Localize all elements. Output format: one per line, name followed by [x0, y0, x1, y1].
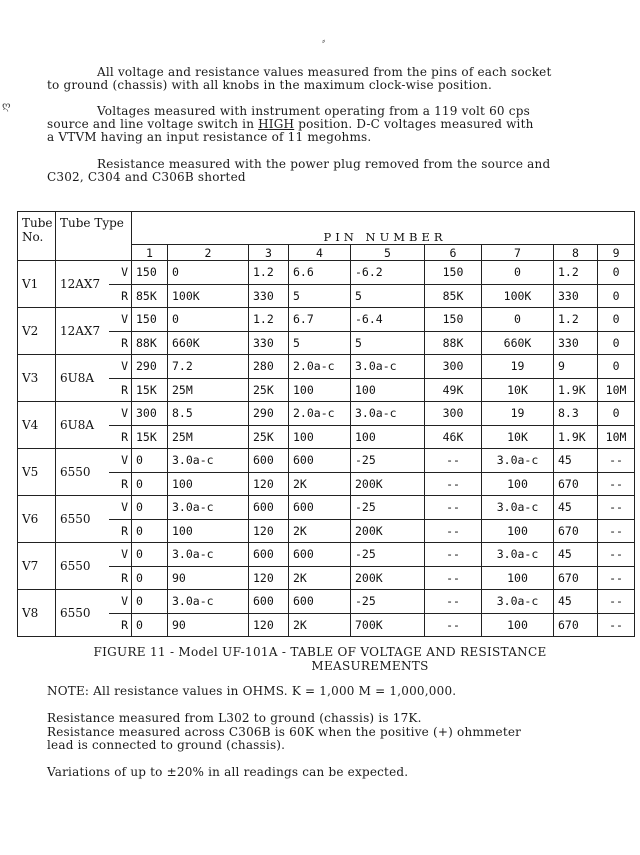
voltage-cell: 1.2: [249, 261, 289, 285]
table-header-row: [18, 212, 635, 245]
resistance-cell: 670: [554, 472, 598, 496]
voltage-label: V: [109, 308, 132, 332]
resistance-cell: 88K: [132, 331, 168, 355]
resistance-label: R: [109, 472, 132, 496]
voltage-cell: 0: [598, 402, 635, 426]
tube-type: 6550: [56, 496, 109, 543]
voltage-cell: 3.0a-c: [351, 355, 425, 379]
voltage-cell: 8.5: [168, 402, 249, 426]
voltage-cell: 600: [289, 496, 351, 520]
voltage-label: V: [109, 496, 132, 520]
voltage-cell: 3.0a-c: [482, 543, 554, 567]
voltage-cell: 2.0a-c: [289, 355, 351, 379]
voltage-cell: 0: [598, 355, 635, 379]
table-row: [18, 355, 635, 379]
resistance-cell: 10M: [598, 425, 635, 449]
voltage-cell: --: [425, 543, 482, 567]
voltage-cell: 1.2: [554, 261, 598, 285]
voltage-label: V: [109, 355, 132, 379]
resistance-cell: 100: [289, 425, 351, 449]
resistance-cell: 670: [554, 613, 598, 637]
scan-mark: ⸗: [322, 36, 326, 47]
tube-number: V3: [18, 355, 56, 402]
voltage-label: V: [109, 261, 132, 285]
resistance-cell: 100: [482, 613, 554, 637]
intro-paragraph-3: [47, 158, 595, 184]
voltage-cell: -6.2: [351, 261, 425, 285]
resistance-cell: 25M: [168, 425, 249, 449]
resistance-cell: 5: [351, 331, 425, 355]
voltage-cell: 3.0a-c: [482, 449, 554, 473]
resistance-cell: 46K: [425, 425, 482, 449]
tube-number: V2: [18, 308, 56, 355]
tube-number: V5: [18, 449, 56, 496]
voltage-cell: -6.4: [351, 308, 425, 332]
voltage-cell: 3.0a-c: [168, 496, 249, 520]
resistance-cell: 10K: [482, 425, 554, 449]
voltage-cell: 0: [132, 543, 168, 567]
resistance-label: R: [109, 331, 132, 355]
pin-number-cell: 3: [249, 245, 289, 261]
resistance-cell: 100: [289, 378, 351, 402]
resistance-cell: 90: [168, 566, 249, 590]
resistance-cell: 1.9K: [554, 378, 598, 402]
resistance-cell: 85K: [132, 284, 168, 308]
table-row: [18, 425, 635, 449]
table-row: [18, 261, 635, 285]
resistance-cell: 100: [351, 425, 425, 449]
resistance-cell: --: [598, 519, 635, 543]
voltage-cell: 0: [132, 496, 168, 520]
voltage-cell: 600: [289, 449, 351, 473]
resistance-cell: 5: [289, 331, 351, 355]
note-variation: Variations of up to ±20% in all readings can be expected.: [47, 765, 409, 779]
resistance-cell: 25M: [168, 378, 249, 402]
tube-type: 6U8A: [56, 402, 109, 449]
tube-type: 6550: [56, 449, 109, 496]
note-c306b: Resistance measured across C306B is 60K when the positive (+) ohmmeter lead is connected to ground (chassis).: [47, 725, 522, 752]
tube-number: V4: [18, 402, 56, 449]
voltage-cell: 3.0a-c: [168, 449, 249, 473]
table-row: [18, 378, 635, 402]
resistance-cell: --: [598, 613, 635, 637]
resistance-cell: 660K: [482, 331, 554, 355]
pin-number-header: PIN NUMBER: [132, 212, 635, 245]
voltage-cell: 300: [425, 402, 482, 426]
voltage-cell: 300: [132, 402, 168, 426]
resistance-cell: 25K: [249, 378, 289, 402]
resistance-cell: 330: [249, 284, 289, 308]
voltage-cell: 280: [249, 355, 289, 379]
voltage-cell: 6.7: [289, 308, 351, 332]
voltage-cell: 3.0a-c: [168, 590, 249, 614]
voltage-cell: 19: [482, 402, 554, 426]
resistance-cell: 330: [554, 284, 598, 308]
voltage-cell: 600: [249, 496, 289, 520]
tube-type-header: Tube Type: [56, 212, 132, 261]
resistance-cell: 2K: [289, 566, 351, 590]
table-row: [18, 331, 635, 355]
resistance-cell: 10M: [598, 378, 635, 402]
resistance-cell: 100: [168, 519, 249, 543]
pin-number-cell: 9: [598, 245, 635, 261]
figure-caption: [0, 645, 640, 673]
resistance-cell: 200K: [351, 519, 425, 543]
voltage-cell: 6.6: [289, 261, 351, 285]
resistance-cell: 670: [554, 566, 598, 590]
table-row: [18, 284, 635, 308]
table-row: [18, 402, 635, 426]
voltage-cell: 0: [598, 261, 635, 285]
intro-p2-line3: a VTVM having an input resistance of 11 megohms.: [47, 130, 372, 144]
voltage-cell: 45: [554, 449, 598, 473]
resistance-cell: 100: [168, 472, 249, 496]
resistance-cell: 2K: [289, 519, 351, 543]
resistance-cell: 1.9K: [554, 425, 598, 449]
pin-number-cell: 7: [482, 245, 554, 261]
tube-type: 12AX7: [56, 308, 109, 355]
voltage-cell: 150: [132, 308, 168, 332]
pin-number-cell: 6: [425, 245, 482, 261]
resistance-cell: 100K: [482, 284, 554, 308]
resistance-cell: 0: [132, 472, 168, 496]
voltage-cell: 7.2: [168, 355, 249, 379]
resistance-label: R: [109, 566, 132, 590]
scan-mark: ღ: [2, 101, 11, 112]
resistance-cell: --: [425, 472, 482, 496]
resistance-cell: 49K: [425, 378, 482, 402]
intro-p1-line2: to ground (chassis) with all knobs in the maximum clock-wise position.: [47, 78, 492, 92]
tube-type: 6550: [56, 543, 109, 590]
voltage-label: V: [109, 590, 132, 614]
table-row: [18, 590, 635, 614]
resistance-cell: 10K: [482, 378, 554, 402]
voltage-cell: 150: [425, 261, 482, 285]
tube-type: 6550: [56, 590, 109, 637]
intro-p3-line1: Resistance measured with the power plug removed from the source and: [97, 157, 551, 171]
voltage-cell: 2.0a-c: [289, 402, 351, 426]
tube-number: V7: [18, 543, 56, 590]
pin-number-cell: 2: [168, 245, 249, 261]
voltage-cell: --: [598, 496, 635, 520]
voltage-cell: --: [598, 590, 635, 614]
resistance-cell: 85K: [425, 284, 482, 308]
intro-p1-line1: All voltage and resistance values measured from the pins of each socket: [97, 65, 552, 79]
voltage-cell: 45: [554, 496, 598, 520]
resistance-cell: 200K: [351, 472, 425, 496]
voltage-cell: --: [598, 543, 635, 567]
voltage-cell: --: [425, 496, 482, 520]
resistance-cell: 0: [132, 519, 168, 543]
note-units: NOTE: All resistance values in OHMS. K = 1,000 M = 1,000,000.: [47, 684, 457, 698]
voltage-cell: 600: [289, 590, 351, 614]
resistance-cell: 5: [289, 284, 351, 308]
voltage-cell: -25: [351, 543, 425, 567]
resistance-cell: 100: [482, 519, 554, 543]
resistance-cell: 120: [249, 519, 289, 543]
resistance-label: R: [109, 519, 132, 543]
voltage-cell: 45: [554, 590, 598, 614]
resistance-cell: 0: [598, 284, 635, 308]
table-row: [18, 543, 635, 567]
resistance-cell: 660K: [168, 331, 249, 355]
voltage-cell: 0: [598, 308, 635, 332]
resistance-cell: 2K: [289, 613, 351, 637]
voltage-cell: 600: [249, 543, 289, 567]
table-row: [18, 613, 635, 637]
resistance-cell: --: [425, 566, 482, 590]
resistance-cell: 330: [554, 331, 598, 355]
caption-line2: MEASUREMENTS: [311, 659, 429, 673]
intro-p2-line2: source and line voltage switch in HIGH position. D-C voltages measured with: [47, 117, 534, 131]
resistance-label: R: [109, 378, 132, 402]
table-row: [18, 308, 635, 332]
resistance-cell: --: [598, 472, 635, 496]
voltage-cell: 150: [425, 308, 482, 332]
table-row: [18, 566, 635, 590]
resistance-cell: --: [425, 613, 482, 637]
voltage-cell: 45: [554, 543, 598, 567]
resistance-cell: 330: [249, 331, 289, 355]
resistance-cell: 25K: [249, 425, 289, 449]
resistance-cell: 700K: [351, 613, 425, 637]
voltage-cell: 0: [482, 261, 554, 285]
tube-no-header: Tube No.: [18, 212, 56, 261]
voltage-cell: 8.3: [554, 402, 598, 426]
tube-number: V6: [18, 496, 56, 543]
note-l302: Resistance measured from L302 to ground (chassis) is 17K.: [47, 711, 422, 725]
voltage-cell: --: [425, 590, 482, 614]
voltage-cell: 1.2: [554, 308, 598, 332]
intro-paragraph-2: [47, 105, 595, 144]
voltage-cell: -25: [351, 449, 425, 473]
voltage-cell: 600: [249, 590, 289, 614]
table-row: [18, 472, 635, 496]
voltage-cell: 3.0a-c: [482, 590, 554, 614]
voltage-cell: 300: [425, 355, 482, 379]
voltage-cell: 3.0a-c: [168, 543, 249, 567]
high-word: HIGH: [258, 117, 295, 131]
voltage-label: V: [109, 402, 132, 426]
voltage-cell: --: [425, 449, 482, 473]
resistance-cell: 120: [249, 613, 289, 637]
resistance-label: R: [109, 613, 132, 637]
voltage-cell: 1.2: [249, 308, 289, 332]
voltage-cell: 0: [168, 308, 249, 332]
resistance-cell: 120: [249, 472, 289, 496]
voltage-cell: 9: [554, 355, 598, 379]
resistance-cell: 15K: [132, 378, 168, 402]
intro-p2-line1: Voltages measured with instrument operating from a 119 volt 60 cps: [97, 104, 530, 118]
tube-number: V1: [18, 261, 56, 308]
table-row: [18, 519, 635, 543]
resistance-cell: 100: [351, 378, 425, 402]
resistance-cell: 15K: [132, 425, 168, 449]
pin-number-cell: 1: [132, 245, 168, 261]
voltage-label: V: [109, 449, 132, 473]
resistance-cell: 0: [132, 566, 168, 590]
voltage-cell: 0: [482, 308, 554, 332]
resistance-cell: 0: [598, 331, 635, 355]
intro-p3-line2: C302, C304 and C306B shorted: [47, 170, 246, 184]
pin-number-cell: 4: [289, 245, 351, 261]
caption-line1: FIGURE 11 - Model UF-101A - TABLE OF VOLTAGE AND RESISTANCE: [93, 645, 547, 659]
resistance-cell: --: [425, 519, 482, 543]
resistance-cell: 100: [482, 472, 554, 496]
voltage-cell: --: [598, 449, 635, 473]
table-row: [18, 449, 635, 473]
resistance-cell: 90: [168, 613, 249, 637]
resistance-cell: 88K: [425, 331, 482, 355]
voltage-cell: 3.0a-c: [482, 496, 554, 520]
voltage-cell: 19: [482, 355, 554, 379]
voltage-cell: 0: [132, 449, 168, 473]
resistance-cell: --: [598, 566, 635, 590]
resistance-cell: 2K: [289, 472, 351, 496]
resistance-cell: 120: [249, 566, 289, 590]
pin-number-cell: 8: [554, 245, 598, 261]
tube-number: V8: [18, 590, 56, 637]
voltage-resistance-table: [17, 211, 635, 637]
resistance-cell: 200K: [351, 566, 425, 590]
voltage-cell: 0: [132, 590, 168, 614]
voltage-cell: 290: [249, 402, 289, 426]
voltage-cell: 0: [168, 261, 249, 285]
intro-paragraph-1: [47, 66, 595, 92]
voltage-cell: -25: [351, 496, 425, 520]
resistance-cell: 0: [132, 613, 168, 637]
resistance-label: R: [109, 284, 132, 308]
voltage-cell: 3.0a-c: [351, 402, 425, 426]
resistance-cell: 100: [482, 566, 554, 590]
resistance-cell: 100K: [168, 284, 249, 308]
voltage-label: V: [109, 543, 132, 567]
voltage-cell: 600: [249, 449, 289, 473]
tube-type: 12AX7: [56, 261, 109, 308]
resistance-cell: 670: [554, 519, 598, 543]
table-row: [18, 496, 635, 520]
resistance-label: R: [109, 425, 132, 449]
pin-number-cell: 5: [351, 245, 425, 261]
voltage-cell: 600: [289, 543, 351, 567]
voltage-cell: 290: [132, 355, 168, 379]
voltage-cell: 150: [132, 261, 168, 285]
tube-type: 6U8A: [56, 355, 109, 402]
resistance-cell: 5: [351, 284, 425, 308]
voltage-cell: -25: [351, 590, 425, 614]
